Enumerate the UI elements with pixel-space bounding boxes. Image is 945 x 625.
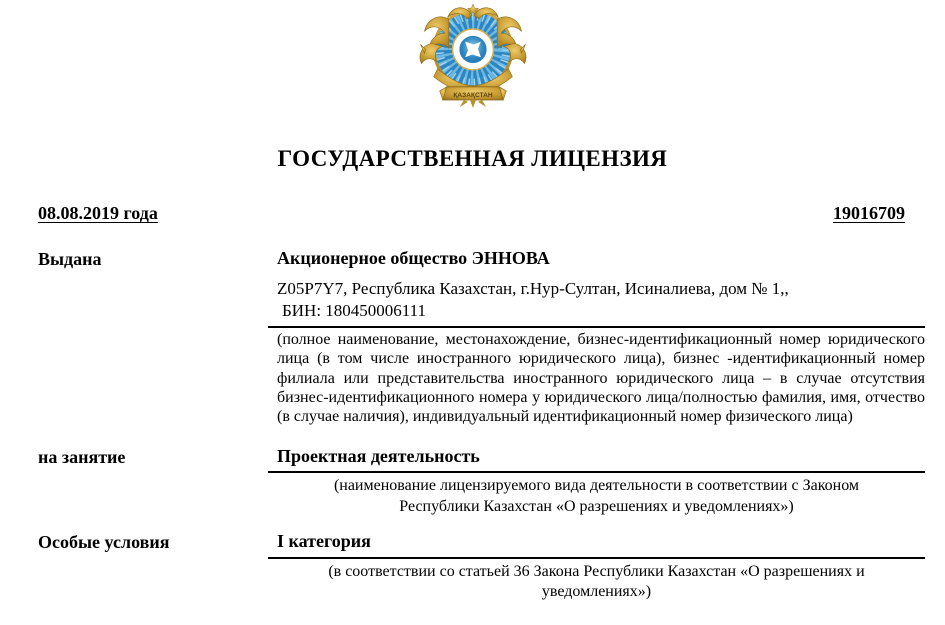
license-document [0, 2, 945, 625]
issue-date: 08.08.2019 года [38, 203, 158, 223]
issued-to-content [268, 248, 925, 427]
activity-label: на занятие [38, 446, 126, 467]
issued-to-caption: (полное наименование, местонахождение, бизнес-идентификационный номер юридического лица (в том числе иностранного юридического лица), бизнес -идентификационный номер филиала или представительства иностранного юридического лица – в случае отсутствия бизнес-идентификационного номера у юридического лица/полностью фамилия, имя, отчество (в случае наличия), индивидуальный идентификационный номер физического лица) [268, 326, 925, 427]
special-conditions-section [38, 531, 925, 603]
kazakhstan-emblem [417, 2, 529, 109]
kazakhstan-coat-of-arms-icon [417, 2, 529, 109]
activity-content [268, 446, 925, 518]
activity-value: Проектная деятельность [277, 445, 480, 466]
issued-to-value: Акционерное общество ЭННОВА [277, 248, 550, 268]
license-number: 19016709 [833, 203, 905, 223]
issued-to-section [38, 248, 925, 427]
issued-to-label: Выдана [38, 249, 102, 269]
special-conditions-label: Особые условия [38, 531, 170, 552]
address-line-1: Z05P7Y7, Республика Казахстан, г.Нур-Султан, Исиналиева, дом № 1,, [277, 278, 789, 298]
activity-caption: (наименование лицензируемого вида деятельности в соответствии с Законом Республики Казахстан «О разрешениях и уведомлениях») [268, 471, 925, 518]
document-title: ГОСУДАРСТВЕННАЯ ЛИЦЕНЗИЯ [277, 146, 668, 171]
issued-to-address [268, 278, 925, 323]
meta-row [38, 203, 905, 224]
special-conditions-caption: (в соответствии со статьей 36 Закона Республики Казахстан «О разрешениях и уведомлениях») [268, 557, 925, 604]
special-conditions-content [268, 531, 925, 603]
special-conditions-value: I категория [277, 530, 371, 551]
address-line-2: БИН: 180450006111 [282, 301, 427, 321]
activity-section [38, 446, 925, 518]
emblem-banner-text: ҚАЗАҚСТАН [452, 91, 493, 99]
